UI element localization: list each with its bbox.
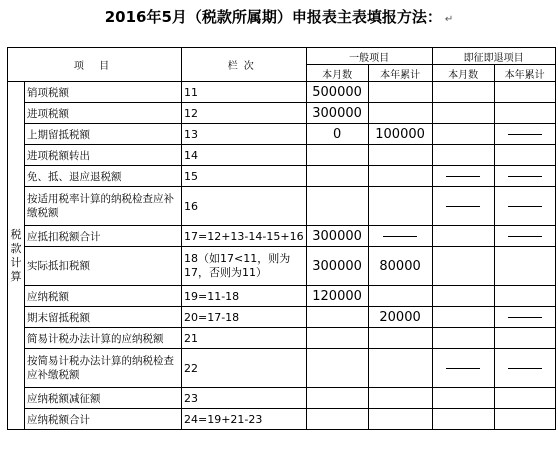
- general-year-cell: [368, 388, 432, 409]
- general-month-cell: 0: [306, 124, 368, 145]
- header-general-year: 本年累计: [368, 65, 432, 82]
- imm-month-cell: [432, 409, 494, 430]
- item-name-cell: 应抵扣税额合计: [25, 226, 182, 247]
- lanci-cell: 12: [182, 103, 307, 124]
- general-year-cell: [368, 166, 432, 187]
- dash-mark-icon: [383, 236, 417, 237]
- dash-mark-icon: [446, 206, 480, 207]
- general-month-cell: [306, 409, 368, 430]
- imm-month-cell: [432, 103, 494, 124]
- table-row: [8, 145, 556, 166]
- dash-mark-icon: [446, 368, 480, 369]
- return-mark-icon: ↵: [444, 14, 454, 25]
- imm-month-cell: [432, 307, 494, 328]
- lanci-cell: 23: [182, 388, 307, 409]
- tax-return-table: [7, 47, 556, 430]
- dash-mark-icon: [446, 176, 480, 177]
- imm-year-cell: [494, 82, 555, 103]
- side-label-cell: [8, 82, 25, 430]
- item-name-cell: 上期留抵税额: [25, 124, 182, 145]
- title-text: 2016年5月（税款所属期）申报表主表填报方法：: [104, 8, 442, 26]
- header-general-month: 本月数: [306, 65, 368, 82]
- table-row: [8, 247, 556, 286]
- general-year-cell: [368, 286, 432, 307]
- imm-month-cell: [432, 247, 494, 286]
- imm-month-cell: [432, 82, 494, 103]
- dash-mark-icon: [508, 317, 542, 318]
- item-name-cell: 应纳税额减征额: [25, 388, 182, 409]
- imm-year-cell: [494, 349, 555, 388]
- side-label-char: 款: [10, 241, 22, 255]
- header-lanci: 栏次: [182, 48, 307, 82]
- item-name-cell: 实际抵扣税额: [25, 247, 182, 286]
- item-name-cell: 按简易计税办法计算的纳税检查应补缴税额: [25, 349, 182, 388]
- imm-year-cell: [494, 145, 555, 166]
- header-item: 项 目: [8, 48, 182, 82]
- item-name-cell: 应纳税额合计: [25, 409, 182, 430]
- lanci-cell: 20=17-18: [182, 307, 307, 328]
- header-imm-month: 本月数: [432, 65, 494, 82]
- dash-mark-icon: [508, 134, 542, 135]
- imm-month-cell: [432, 187, 494, 226]
- general-month-cell: [306, 307, 368, 328]
- general-month-cell: 500000: [306, 82, 368, 103]
- lanci-cell: 18（如17<11，则为17，否则为11）: [182, 247, 307, 286]
- general-month-cell: [306, 145, 368, 166]
- general-year-cell: [368, 328, 432, 349]
- lanci-cell: 22: [182, 349, 307, 388]
- lanci-cell: 17=12+13-14-15+16: [182, 226, 307, 247]
- imm-year-cell: [494, 328, 555, 349]
- general-month-cell: 300000: [306, 226, 368, 247]
- item-name-cell: 免、抵、退应退税额: [25, 166, 182, 187]
- imm-year-cell: [494, 409, 555, 430]
- table-row: [8, 103, 556, 124]
- general-month-cell: 300000: [306, 103, 368, 124]
- general-month-cell: 120000: [306, 286, 368, 307]
- item-name-cell: 进项税额: [25, 103, 182, 124]
- lanci-cell: 13: [182, 124, 307, 145]
- item-name-cell: 期末留抵税额: [25, 307, 182, 328]
- table-row: [8, 166, 556, 187]
- general-month-cell: [306, 388, 368, 409]
- imm-month-cell: [432, 226, 494, 247]
- general-year-cell: [368, 187, 432, 226]
- lanci-cell: 24=19+21-23: [182, 409, 307, 430]
- dash-mark-icon: [508, 206, 542, 207]
- general-year-cell: 100000: [368, 124, 432, 145]
- item-name-cell: 应纳税额: [25, 286, 182, 307]
- imm-year-cell: [494, 187, 555, 226]
- general-year-cell: [368, 349, 432, 388]
- imm-year-cell: [494, 388, 555, 409]
- lanci-cell: 14: [182, 145, 307, 166]
- item-name-cell: 按适用税率计算的纳税检查应补缴税额: [25, 187, 182, 226]
- header-row-1: [8, 48, 556, 65]
- table-row: [8, 307, 556, 328]
- general-month-cell: [306, 328, 368, 349]
- general-year-cell: [368, 226, 432, 247]
- lanci-cell: 21: [182, 328, 307, 349]
- table-row: [8, 82, 556, 103]
- table-row: [8, 124, 556, 145]
- table-row: [8, 286, 556, 307]
- imm-year-cell: [494, 247, 555, 286]
- table-row: [8, 226, 556, 247]
- table-row: [8, 349, 556, 388]
- side-label-char: 算: [10, 269, 22, 283]
- imm-year-cell: [494, 307, 555, 328]
- general-year-cell: [368, 409, 432, 430]
- lanci-cell: 19=11-18: [182, 286, 307, 307]
- general-year-cell: 20000: [368, 307, 432, 328]
- side-label-char: 计: [10, 255, 22, 269]
- table-row: [8, 388, 556, 409]
- imm-month-cell: [432, 388, 494, 409]
- page-title: [0, 0, 558, 42]
- lanci-cell: 15: [182, 166, 307, 187]
- imm-month-cell: [432, 328, 494, 349]
- side-label-char: 税: [10, 227, 22, 241]
- imm-month-cell: [432, 145, 494, 166]
- general-month-cell: 300000: [306, 247, 368, 286]
- table-row: [8, 409, 556, 430]
- general-year-cell: 80000: [368, 247, 432, 286]
- general-year-cell: [368, 145, 432, 166]
- item-name-cell: 进项税额转出: [25, 145, 182, 166]
- header-general: 一般项目: [306, 48, 432, 65]
- item-name-cell: 简易计税办法计算的应纳税额: [25, 328, 182, 349]
- general-year-cell: [368, 103, 432, 124]
- imm-month-cell: [432, 166, 494, 187]
- imm-year-cell: [494, 124, 555, 145]
- general-month-cell: [306, 187, 368, 226]
- header-imm-year: 本年累计: [494, 65, 555, 82]
- lanci-cell: 11: [182, 82, 307, 103]
- imm-year-cell: [494, 166, 555, 187]
- imm-month-cell: [432, 349, 494, 388]
- dash-mark-icon: [508, 176, 542, 177]
- imm-year-cell: [494, 286, 555, 307]
- dash-mark-icon: [508, 368, 542, 369]
- general-year-cell: [368, 82, 432, 103]
- imm-year-cell: [494, 226, 555, 247]
- item-name-cell: 销项税额: [25, 82, 182, 103]
- imm-month-cell: [432, 124, 494, 145]
- dash-mark-icon: [508, 236, 542, 237]
- table-row: [8, 328, 556, 349]
- general-month-cell: [306, 166, 368, 187]
- table-row: [8, 187, 556, 226]
- header-immediate: 即征即退项目: [432, 48, 555, 65]
- imm-month-cell: [432, 286, 494, 307]
- general-month-cell: [306, 349, 368, 388]
- imm-year-cell: [494, 103, 555, 124]
- lanci-cell: 16: [182, 187, 307, 226]
